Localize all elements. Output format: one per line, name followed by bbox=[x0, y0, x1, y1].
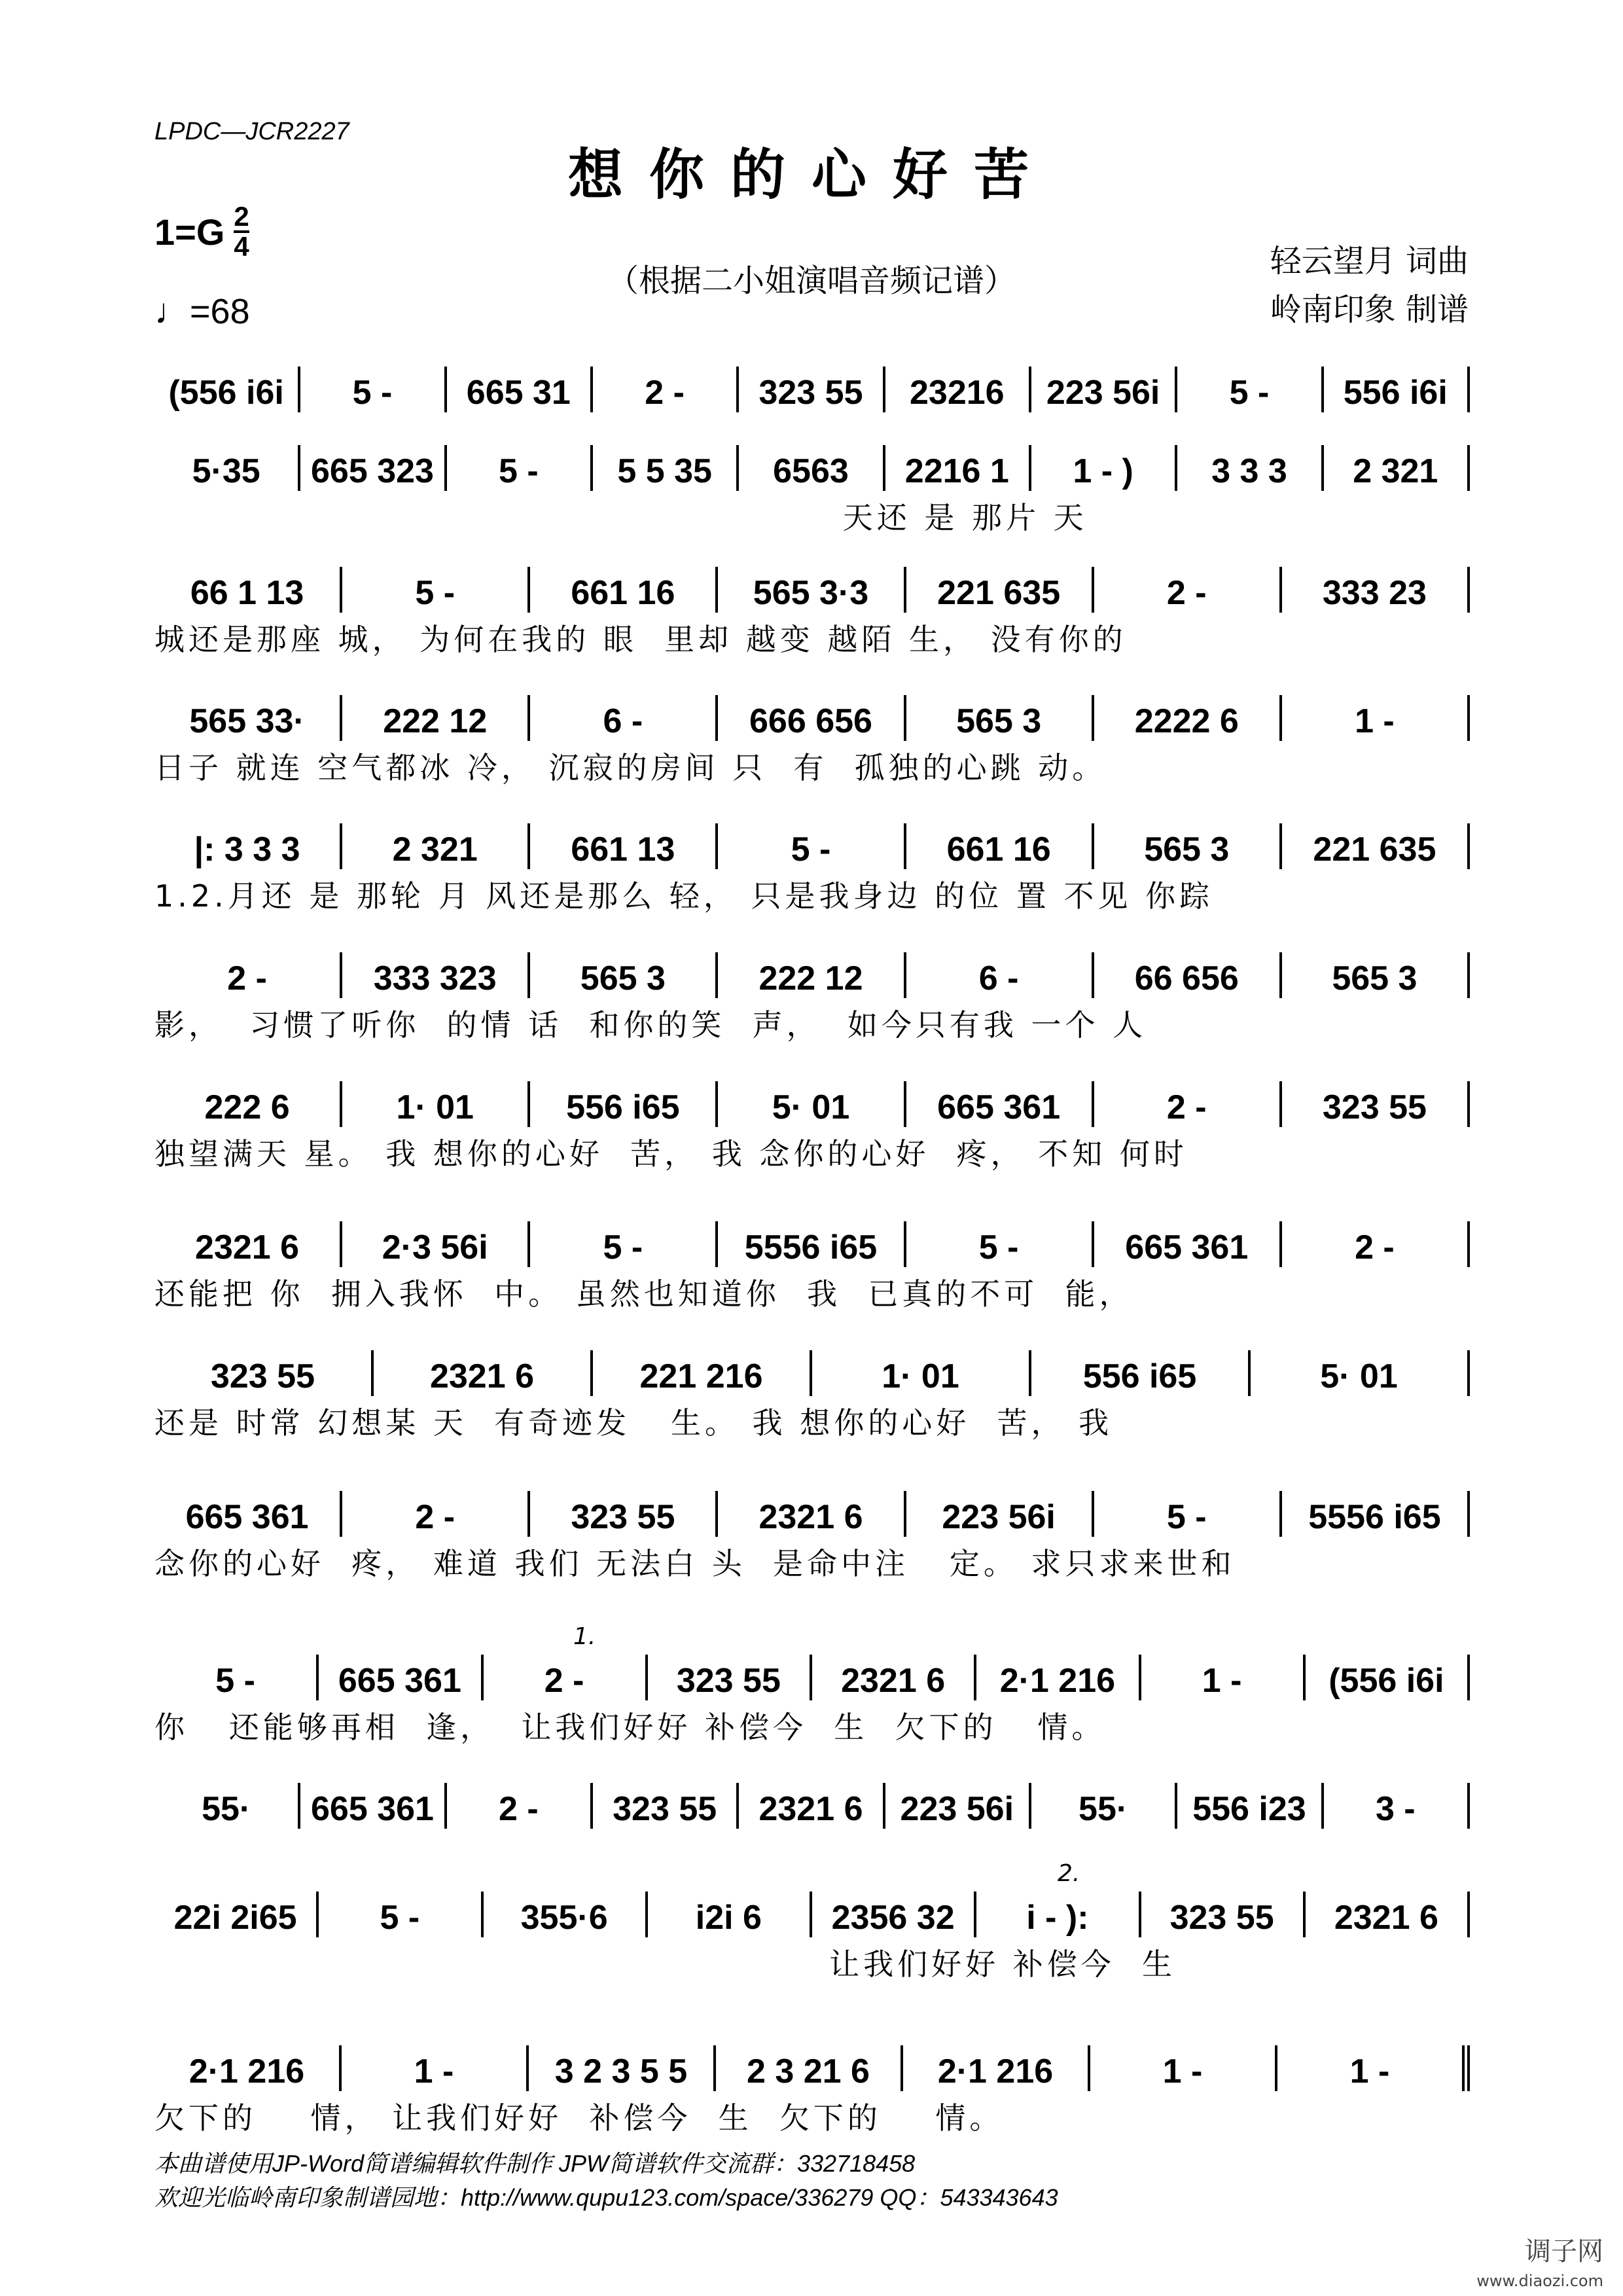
measure: 323 55 bbox=[1141, 1892, 1306, 1937]
measure: |: 3 3 3 bbox=[154, 823, 342, 869]
measure: 2321 6 bbox=[718, 1491, 906, 1537]
measure: 2·3 56i bbox=[342, 1221, 530, 1267]
watermark-name: 调子网 bbox=[1525, 2236, 1603, 2267]
measure: 2222 6 bbox=[1094, 695, 1282, 741]
measure: 565 3 bbox=[530, 952, 718, 998]
measure: 6563 bbox=[739, 445, 885, 491]
measure: 323 55 bbox=[593, 1783, 739, 1829]
measure: 5· 01 bbox=[718, 1081, 906, 1127]
measure: 1 - bbox=[1090, 2045, 1277, 2091]
measure: 661 16 bbox=[530, 567, 718, 613]
arranger: 岭南印象 制谱 bbox=[1270, 291, 1469, 328]
notes-line bbox=[154, 367, 1470, 412]
measure: 323 55 bbox=[154, 1350, 374, 1396]
measure: 5 - bbox=[342, 567, 530, 613]
key: 1=G bbox=[154, 211, 225, 253]
key-signature bbox=[154, 203, 249, 260]
measure: 5556 i65 bbox=[1282, 1491, 1470, 1537]
notes-line bbox=[154, 1350, 1470, 1396]
measure: 323 55 bbox=[739, 367, 885, 412]
measure: 1 - bbox=[342, 2045, 529, 2091]
score-row bbox=[154, 445, 1470, 535]
measure: 1· 01 bbox=[812, 1350, 1031, 1396]
measure: 665 31 bbox=[447, 367, 593, 412]
lyrics-line: 让我们好好 补偿今 生 bbox=[154, 1946, 1176, 1982]
measure: 6 - bbox=[906, 952, 1094, 998]
measure: 5 - bbox=[530, 1221, 718, 1267]
measure: 323 55 bbox=[1282, 1081, 1470, 1127]
measure: 5 - bbox=[1177, 367, 1323, 412]
measure: 3 2 3 5 5 bbox=[529, 2045, 716, 2091]
measure: 2216 1 bbox=[885, 445, 1031, 491]
footer bbox=[154, 2147, 1058, 2215]
measure: 5·35 bbox=[154, 445, 300, 491]
measure: 223 56i bbox=[885, 1783, 1031, 1829]
score-row bbox=[154, 567, 1470, 657]
measure: 2 321 bbox=[342, 823, 530, 869]
measure: 3 3 3 bbox=[1177, 445, 1323, 491]
measure: 6 - bbox=[530, 695, 718, 741]
measure: 223 56i bbox=[906, 1491, 1094, 1537]
lyrics-line: 天还 是 那片 天 bbox=[154, 500, 1088, 535]
lyrics-line: 欠下的 情， 让我们好好 补偿今 生 欠下的 情。 bbox=[154, 2100, 1004, 2136]
measure: 323 55 bbox=[530, 1491, 718, 1537]
measure: 3 - bbox=[1324, 1783, 1470, 1829]
measure: 2 - bbox=[1282, 1221, 1470, 1267]
score-code: LPDC—JCR2227 bbox=[154, 118, 349, 145]
measure: 221 216 bbox=[593, 1350, 812, 1396]
measure: 2321 6 bbox=[812, 1655, 976, 1700]
measure: 2321 6 bbox=[739, 1783, 885, 1829]
measure: 665 323 bbox=[300, 445, 446, 491]
measure: 223 56i bbox=[1031, 367, 1177, 412]
measure: 665 361 bbox=[154, 1491, 342, 1537]
notes-line bbox=[154, 1655, 1470, 1700]
measure: 5 - bbox=[1094, 1491, 1282, 1537]
measure: 23216 bbox=[885, 367, 1031, 412]
measure: 2321 6 bbox=[374, 1350, 593, 1396]
measure: 2 3 21 6 bbox=[716, 2045, 903, 2091]
notes-line bbox=[154, 823, 1470, 869]
measure: 5556 i65 bbox=[718, 1221, 906, 1267]
notes-line bbox=[154, 567, 1470, 613]
time-denominator: 4 bbox=[234, 231, 249, 262]
lyrics-line: 还是 时常 幻想某 天 有奇迹发 生。 我 想你的心好 苦， 我 bbox=[154, 1405, 1113, 1441]
measure: 665 361 bbox=[906, 1081, 1094, 1127]
volta-mark: 2. bbox=[1058, 1860, 1080, 1887]
measure: 565 33· bbox=[154, 695, 342, 741]
footer-line-1: 本曲谱使用JP-Word简谱编辑软件制作 JPW简谱软件交流群：332718458 bbox=[154, 2150, 916, 2177]
measure: (556 i6i bbox=[154, 367, 300, 412]
score-row bbox=[154, 1783, 1470, 1829]
measure: 1 - bbox=[1277, 2045, 1470, 2091]
measure: 665 361 bbox=[1094, 1221, 1282, 1267]
measure: 1 - bbox=[1282, 695, 1470, 741]
notes-line bbox=[154, 1892, 1470, 1937]
measure: 55· bbox=[154, 1783, 300, 1829]
notes-line bbox=[154, 2045, 1470, 2091]
lyrics-line: 1.2.月还 是 那轮 月 风还是那么 轻， 只是我身边 的位 置 不见 你踪 bbox=[154, 878, 1213, 914]
time-signature bbox=[234, 203, 249, 260]
measure: 565 3 bbox=[1094, 823, 1282, 869]
measure: 323 55 bbox=[648, 1655, 812, 1700]
measure: (556 i6i bbox=[1306, 1655, 1470, 1700]
notes-line bbox=[154, 1491, 1470, 1537]
lyrics-line: 你 还能够再相 逢， 让我们好好 补偿今 生 欠下的 情。 bbox=[154, 1710, 1106, 1745]
measure: 2356 32 bbox=[812, 1892, 976, 1937]
measure: 2 - bbox=[1094, 1081, 1282, 1127]
measure: 221 635 bbox=[906, 567, 1094, 613]
measure: 1 - ) bbox=[1031, 445, 1177, 491]
score-row bbox=[154, 1860, 1470, 1982]
measure: 355·6 bbox=[484, 1892, 648, 1937]
measure: 221 635 bbox=[1282, 823, 1470, 869]
measure: 5 - bbox=[718, 823, 906, 869]
watermark-url: www.diaozi.com bbox=[1476, 2272, 1603, 2290]
measure: 556 i23 bbox=[1177, 1783, 1323, 1829]
measure: 565 3·3 bbox=[718, 567, 906, 613]
score-row bbox=[154, 1623, 1470, 1745]
measure: 661 13 bbox=[530, 823, 718, 869]
measure: 5 - bbox=[906, 1221, 1094, 1267]
measure: 556 i65 bbox=[1031, 1350, 1251, 1396]
measure: 661 16 bbox=[906, 823, 1094, 869]
score-row bbox=[154, 1221, 1470, 1312]
lyrics-line: 日子 就连 空气都冰 冷， 沉寂的房间 只 有 孤独的心跳 动。 bbox=[154, 750, 1107, 785]
watermark bbox=[1476, 2238, 1603, 2294]
notes-line bbox=[154, 1081, 1470, 1127]
measure: 2 - bbox=[1094, 567, 1282, 613]
notes-line bbox=[154, 1221, 1470, 1267]
measure: 5 - bbox=[300, 367, 446, 412]
measure: 222 12 bbox=[718, 952, 906, 998]
measure: 2 321 bbox=[1324, 445, 1470, 491]
measure: 55· bbox=[1031, 1783, 1177, 1829]
measure: 1· 01 bbox=[342, 1081, 530, 1127]
measure: 5 - bbox=[319, 1892, 483, 1937]
measure: 2 - bbox=[484, 1655, 648, 1700]
measure: 66 656 bbox=[1094, 952, 1282, 998]
lyrics-line: 独望满天 星。 我 想你的心好 苦， 我 念你的心好 疼， 不知 何时 bbox=[154, 1136, 1188, 1172]
notes-line bbox=[154, 1783, 1470, 1829]
score-row bbox=[154, 367, 1470, 412]
measure: 22i 2i65 bbox=[154, 1892, 319, 1937]
lyricist: 轻云望月 词曲 bbox=[1270, 243, 1469, 279]
measure: 2 - bbox=[154, 952, 342, 998]
measure: 556 i65 bbox=[530, 1081, 718, 1127]
measure: 2·1 216 bbox=[154, 2045, 342, 2091]
measure: 556 i6i bbox=[1324, 367, 1470, 412]
measure: 565 3 bbox=[906, 695, 1094, 741]
measure: 222 12 bbox=[342, 695, 530, 741]
score-row bbox=[154, 952, 1470, 1043]
measure: 2 - bbox=[447, 1783, 593, 1829]
measure: i - ): bbox=[976, 1892, 1141, 1937]
measure: 222 6 bbox=[154, 1081, 342, 1127]
footer-line-2: 欢迎光临岭南印象制谱园地：http://www.qupu123.com/space/336279 QQ：543343643 bbox=[154, 2184, 1058, 2211]
measure: 5 - bbox=[447, 445, 593, 491]
measure: 2·1 216 bbox=[976, 1655, 1141, 1700]
measure: 2321 6 bbox=[1306, 1892, 1470, 1937]
notes-line bbox=[154, 695, 1470, 741]
lyrics-line: 影， 习惯了听你 的情 话 和你的笑 声， 如今只有我 一个 人 bbox=[154, 1007, 1147, 1043]
score-row bbox=[154, 823, 1470, 914]
measure: 333 23 bbox=[1282, 567, 1470, 613]
measure: 5 - bbox=[154, 1655, 319, 1700]
score-row bbox=[154, 1081, 1470, 1172]
measure: 1 - bbox=[1141, 1655, 1306, 1700]
volta-mark: 1. bbox=[573, 1623, 596, 1650]
measure: i2i 6 bbox=[648, 1892, 812, 1937]
measure: 665 361 bbox=[319, 1655, 483, 1700]
lyrics-line: 城还是那座 城， 为何在我的 眼 里却 越变 越陌 生， 没有你的 bbox=[154, 622, 1127, 657]
score-row bbox=[154, 1491, 1470, 1581]
measure: 5 5 35 bbox=[593, 445, 739, 491]
time-numerator: 2 bbox=[234, 201, 249, 232]
credits bbox=[1270, 237, 1469, 334]
measure: 665 361 bbox=[300, 1783, 446, 1829]
score-row bbox=[154, 1350, 1470, 1441]
tempo-marking: ♩=68 bbox=[154, 292, 250, 331]
measure: 66 1 13 bbox=[154, 567, 342, 613]
notes-line bbox=[154, 445, 1470, 491]
measure: 2 - bbox=[593, 367, 739, 412]
notes-line bbox=[154, 952, 1470, 998]
measure: 2321 6 bbox=[154, 1221, 342, 1267]
subtitle: （根据二小姐演唱音频记谱） bbox=[607, 262, 1016, 299]
measure: 2 - bbox=[342, 1491, 530, 1537]
measure: 333 323 bbox=[342, 952, 530, 998]
score-row bbox=[154, 2045, 1470, 2136]
measure: 2·1 216 bbox=[903, 2045, 1090, 2091]
song-title: 想你的心好苦 bbox=[567, 142, 1055, 207]
lyrics-line: 还能把 你 拥入我怀 中。 虽然也知道你 我 已真的不可 能， bbox=[154, 1276, 1133, 1312]
score-row bbox=[154, 695, 1470, 785]
measure: 565 3 bbox=[1282, 952, 1470, 998]
lyrics-line: 念你的心好 疼， 难道 我们 无法白 头 是命中注 定。 求只求来世和 bbox=[154, 1546, 1236, 1581]
measure: 5· 01 bbox=[1251, 1350, 1470, 1396]
measure: 666 656 bbox=[718, 695, 906, 741]
